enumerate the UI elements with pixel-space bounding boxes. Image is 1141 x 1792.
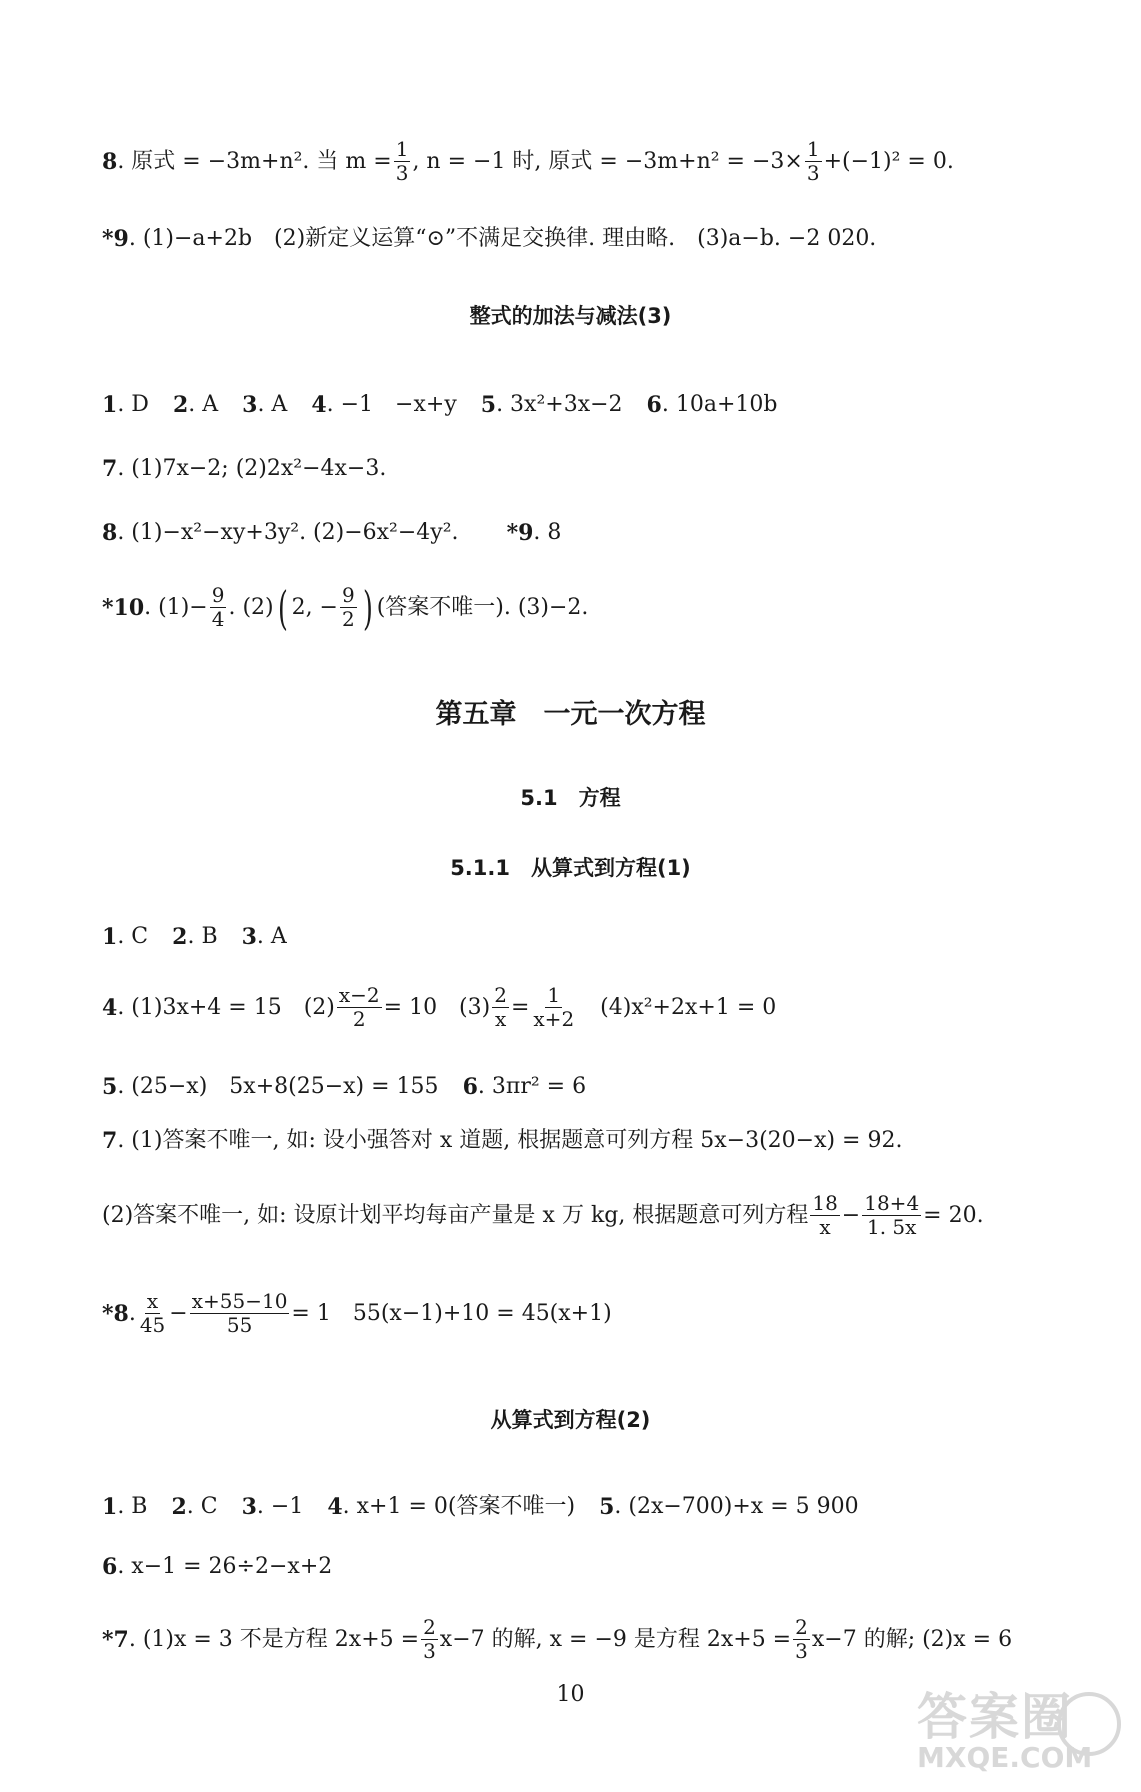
- star-mark: *: [506, 520, 519, 546]
- answer-text: =: [510, 994, 530, 1020]
- fraction: $\frac{9}{4}$: [211, 583, 225, 631]
- answer-text: . 3πr² = 6: [477, 1074, 587, 1099]
- answer-item: 6 . 10a+10b: [646, 392, 778, 418]
- answer-line-4: [102, 984, 776, 1031]
- section-heading: 整式的加法与减法(3): [469, 304, 672, 328]
- answer-line-1-3: [102, 926, 287, 948]
- question-number: 8: [102, 520, 118, 546]
- answer-line-7-part1: [102, 1130, 902, 1152]
- answer-line-8: [102, 138, 954, 185]
- answer-text: x−7 的解, x = −9 是方程 2x+5 =: [439, 1626, 792, 1652]
- watermark-en: MXQE.COM: [917, 1741, 1093, 1774]
- answer-item: 1 . C: [102, 924, 149, 950]
- star-mark: *: [102, 226, 114, 252]
- answer-text: = 20.: [923, 1202, 984, 1228]
- answer-text: . (1)−: [144, 594, 208, 620]
- answer-item: 3 . A: [241, 924, 287, 950]
- right-paren: ): [362, 580, 373, 635]
- answer-line-7: [102, 458, 386, 480]
- fraction: $\frac{9}{2}$: [342, 583, 355, 631]
- answer-line-7-ch5: [102, 1616, 1012, 1663]
- fraction: $\frac{18+4}{1. 5x}$: [864, 1191, 920, 1239]
- fraction: $\frac{2}{3}$: [423, 1615, 436, 1663]
- answer-text: = 1 55(x−1)+10 = 45(x+1): [291, 1300, 612, 1326]
- answer-text: . (1)x = 3 不是方程 2x+5 =: [128, 1626, 420, 1652]
- answer-text: . (1)−x²−xy+3y². (2)−6x²−4y².: [117, 520, 459, 545]
- answer-item: 4 . −1 −x+y: [311, 392, 457, 418]
- question-number: 6: [462, 1074, 478, 1100]
- answer-text: . (2): [228, 594, 274, 620]
- answer-text: . (1)−a+2b (2)新定义运算“⊙”不满足交换律. 理由略. (3)a−b. −2 020.: [128, 226, 877, 251]
- answer-line-8-9: [102, 522, 561, 544]
- fraction: $\frac{1}{3}$: [806, 137, 820, 185]
- answer-line-6-ch5: [102, 1556, 332, 1578]
- section-title: 5.1 方程: [520, 786, 621, 810]
- minus-sign: −: [841, 1202, 861, 1228]
- answer-text: (2)答案不唯一, 如: 设原计划平均每亩产量是 x 万 kg, 根据题意可列方程: [102, 1202, 809, 1228]
- question-number: 9: [518, 520, 534, 546]
- star-mark: *: [102, 594, 114, 621]
- answer-item: 2 . B: [172, 924, 218, 950]
- fraction: $\frac{2}{x}$: [494, 983, 507, 1031]
- question-number: 8: [113, 1300, 129, 1327]
- fraction: $\frac{x}{45}$: [139, 1289, 166, 1337]
- question-number: 6: [102, 1554, 118, 1580]
- answer-line-5-6: [102, 1076, 586, 1098]
- question-number: 7: [102, 456, 118, 482]
- fraction: $\frac{1}{x+2}$: [533, 983, 575, 1031]
- answer-text: +(−1)² = 0.: [823, 148, 954, 174]
- fraction: $\frac{x-2}{2}$: [338, 983, 380, 1031]
- answer-text: (答案不唯一). (3)−2.: [376, 594, 589, 620]
- answer-text: . (1)7x−2; (2)2x²−4x−3.: [117, 456, 387, 481]
- watermark: [917, 1688, 1127, 1782]
- page-number: 10: [556, 1682, 585, 1707]
- answer-item: 5 . (2x−700)+x = 5 900: [599, 1494, 859, 1520]
- question-number: 7: [102, 1128, 118, 1154]
- answer-line-7-part2: [102, 1192, 984, 1239]
- answer-item: 4 . x+1 = 0(答案不唯一): [327, 1494, 576, 1520]
- watermark-logo-icon: [1057, 1692, 1121, 1756]
- answer-line-1-5: [102, 1496, 859, 1518]
- question-number: 7: [113, 1626, 129, 1653]
- fraction: $\frac{18}{x}$: [812, 1191, 838, 1239]
- fraction: $\frac{2}{3}$: [795, 1615, 808, 1663]
- answer-item: 2 . A: [172, 392, 219, 418]
- question-number: 9: [113, 226, 129, 252]
- answer-line-9: [102, 228, 876, 250]
- answer-text: (4)x²+2x+1 = 0: [578, 994, 777, 1020]
- chapter-title: 第五章 一元一次方程: [435, 699, 706, 730]
- answer-item: 3 . −1: [241, 1494, 304, 1520]
- question-number: 10: [113, 594, 145, 621]
- answer-item: 3 . A: [242, 392, 288, 418]
- question-number: 5: [102, 1074, 118, 1100]
- question-number: 4: [102, 994, 118, 1021]
- answer-text: 2, −: [291, 594, 338, 620]
- answer-text: . x−1 = 26÷2−x+2: [117, 1554, 333, 1579]
- answer-text: = 10 (3): [383, 994, 491, 1020]
- answer-text: , n = −1 时, 原式 = −3m+n² = −3×: [412, 148, 803, 174]
- answer-item: 5 . 3x²+3x−2: [480, 392, 623, 418]
- answer-text: x−7 的解; (2)x = 6: [811, 1626, 1013, 1652]
- section-heading: 从算式到方程(2): [490, 1408, 651, 1432]
- answer-item: 1 . D: [102, 392, 149, 418]
- answer-item: 2 . C: [171, 1494, 218, 1520]
- answer-text: . 原式 = −3m+n². 当 m =: [117, 148, 392, 174]
- star-mark: *: [102, 1300, 114, 1327]
- subsection-title: 5.1.1 从算式到方程(1): [450, 856, 691, 880]
- answer-line-10: [102, 580, 589, 635]
- fraction: $\frac{x+55-10}{55}$: [191, 1289, 288, 1337]
- fraction: $\frac{1}{3}$: [395, 137, 409, 185]
- left-paren: (: [277, 580, 288, 635]
- answer-line-1-6: [102, 394, 777, 416]
- minus-sign: −: [169, 1300, 188, 1326]
- answer-text: . (1)答案不唯一, 如: 设小强答对 x 道题, 根据题意可列方程 5x−3(20−x) = 92.: [117, 1128, 903, 1153]
- answer-text: . 8: [533, 520, 562, 545]
- answer-text: .: [128, 1300, 136, 1326]
- answer-line-8-ch5: [102, 1290, 612, 1337]
- answer-item: 1 . B: [102, 1494, 148, 1520]
- question-number: 8: [102, 148, 118, 175]
- answer-text: . (1)3x+4 = 15 (2): [117, 994, 335, 1020]
- answer-text: . (25−x) 5x+8(25−x) = 155: [117, 1074, 439, 1099]
- watermark-cn: 答案圈: [917, 1688, 1073, 1746]
- star-mark: *: [102, 1626, 114, 1653]
